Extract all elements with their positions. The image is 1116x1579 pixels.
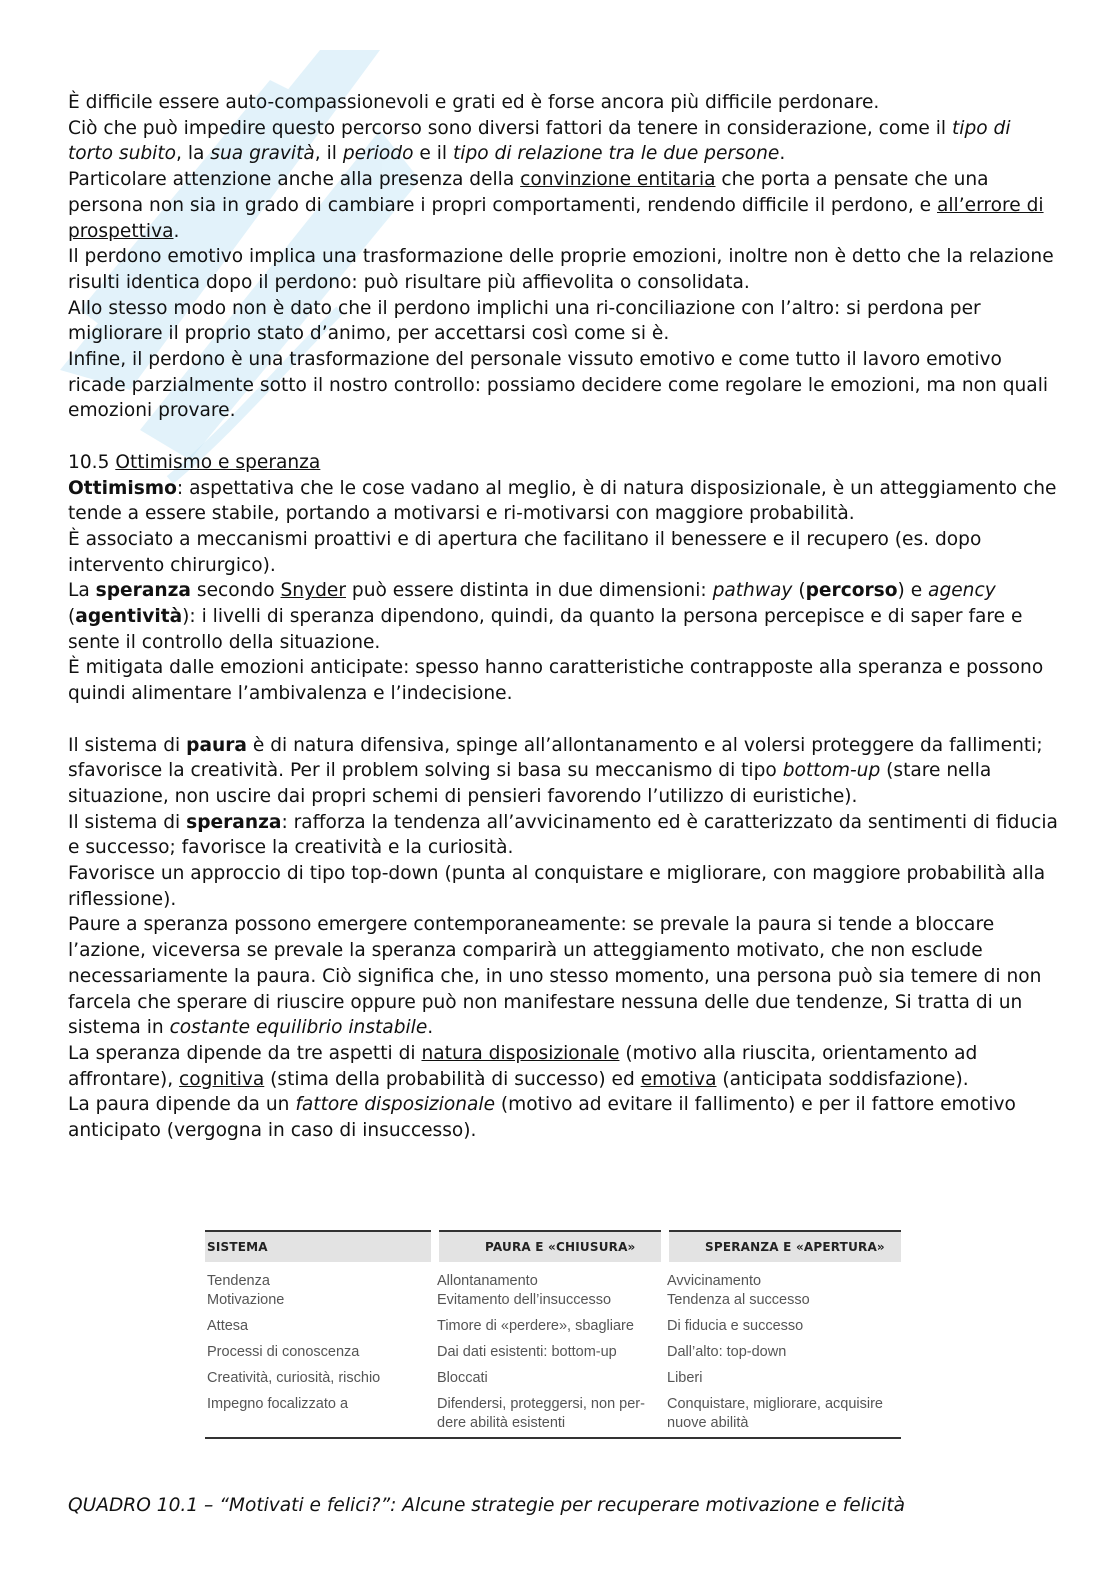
paragraph: Il sistema di speranza: rafforza la tendenza all’avvicinamento ed è caratterizzato da sentimenti di fiducia e successo; favorisce la creatività e la curiosità. — [68, 811, 1058, 859]
table-cell: Dai dati esistenti: bottom-up — [437, 1344, 617, 1360]
paragraph: Ciò che può impedire questo percorso sono diversi fattori da tenere in considerazione, come il tipo di torto subito, la sua gravità, il periodo e il tipo di relazione tra le due persone. — [68, 117, 1011, 165]
table-cell: Evitamento dell’insuccesso — [437, 1292, 612, 1308]
paragraph: La speranza secondo Snyder può essere distinta in due dimensioni: pathway (percorso) e agency (agentività): i livelli di speranza dipendono, quindi, da quanto la persona percepisce e di saper fare e sente il controllo della situazione. — [68, 580, 1023, 653]
table-cell: Impegno focalizzato a — [205, 1395, 435, 1438]
table-cell: Allontanamento — [437, 1273, 538, 1289]
table-cell: Attesa — [207, 1318, 249, 1334]
table-cell: Conquistare, migliorare, acquisire nuove abilità — [665, 1395, 901, 1438]
table-header-row — [205, 1231, 901, 1262]
table-cell: Difendersi, proteggersi, non per-dere abilità esistenti — [435, 1395, 665, 1438]
table-caption: QUADRO 10.1 – “Motivati e felici?”: Alcune strategie per recuperare motivazione e felicità — [68, 1494, 906, 1516]
table-cell: Avvicinamento — [667, 1273, 762, 1289]
paragraph: Infine, il perdono è una trasformazione del personale vissuto emotivo e come tutto il lavoro emotivo ricade parzialmente sotto il nostro controllo: possiamo decidere come regolare le emozioni, ma non quali emozioni provare. — [68, 349, 1049, 422]
table-cell: Tendenza al successo — [667, 1292, 810, 1308]
table-row — [205, 1317, 901, 1343]
table-header-cell: SISTEMA — [205, 1231, 435, 1262]
underlined-term: convinzione entitaria — [520, 169, 716, 191]
table-cell: Motivazione — [207, 1292, 285, 1308]
paragraph: Favorisce un approccio di tipo top-down (punta al conquistare e migliorare, con maggiore probabilità alla riflessione). — [68, 863, 1046, 910]
table-cell: Processi di conoscenza — [207, 1344, 360, 1360]
paragraph: Ottimismo: aspettativa che le cose vadano al meglio, è di natura disposizionale, è un atteggiamento che tende a essere stabile, portando a motivarsi e ri-motivarsi con maggiore probabilità. — [68, 477, 1057, 525]
paragraph: Particolare attenzione anche alla presenza della convinzione entitaria che porta a pensate che una persona non sia in grado di cambiare i propri comportamenti, rendendo difficile il perdono, e all’errore di prospettiva. — [68, 169, 1044, 242]
paragraph: È difficile essere auto-compassionevoli e grati ed è forse ancora più difficile perdonare. — [68, 92, 880, 113]
table-cell: Timore di «perdere», sbagliare — [437, 1318, 634, 1334]
table-header-cell: PAURA E «CHIUSURA» — [435, 1231, 665, 1262]
paragraph: La paura dipende da un fattore disposizionale (motivo ad evitare il fallimento) e per il fattore emotivo anticipato (vergogna in caso di insuccesso). — [68, 1094, 1016, 1142]
table-cell: Di fiducia e successo — [667, 1318, 804, 1334]
table-cell: Liberi — [667, 1370, 703, 1386]
paragraph: Allo stesso modo non è dato che il perdono implichi una ri-conciliazione con l’altro: si perdona per migliorare il proprio stato d’animo, per accettarsi così come si è. — [68, 297, 981, 345]
table-row — [205, 1369, 901, 1395]
paragraph: Il perdono emotivo implica una trasformazione delle proprie emozioni, inoltre non è detto che la relazione risulti identica dopo il perdono: può risultare più affievolita o consolidata. — [68, 246, 1054, 293]
table-row — [205, 1343, 901, 1369]
table-row — [205, 1291, 901, 1317]
table-row — [205, 1395, 901, 1438]
table-header-cell: SPERANZA E «APERTURA» — [665, 1231, 901, 1262]
document-body — [68, 90, 1058, 1144]
paragraph: È mitigata dalle emozioni anticipate: spesso hanno caratteristiche contrapposte alla speranza e possono quindi alimentare l’ambivalenza e l’indecisione. — [68, 657, 1044, 705]
table-cell: Creatività, curiosità, rischio — [207, 1370, 381, 1386]
table-row — [205, 1262, 901, 1291]
table-cell: Tendenza — [207, 1273, 270, 1289]
paragraph: Il sistema di paura è di natura difensiva, spinge all’allontanamento e al volersi proteggere da fallimenti; sfavorisce la creatività. Per il problem solving si basa su meccanismo di tipo bottom-up (stare nella situazione, non uscire dai propri schemi di pensieri favorendo l’utilizzo di euristiche). — [68, 734, 1043, 807]
comparison-table — [205, 1230, 901, 1446]
underlined-term: all’errore di prospettiva — [68, 194, 1044, 242]
section-heading: 10.5 Ottimismo e speranza — [68, 451, 321, 473]
table-cell: Dall’alto: top-down — [667, 1344, 787, 1360]
table-cell: Bloccati — [437, 1370, 488, 1386]
paragraph: Paure a speranza possono emergere contemporaneamente: se prevale la paura si tende a bloccare l’azione, viceversa se prevale la speranza comparirà un atteggiamento motivato, che non esclude necessariamente la paura. Ciò significa che, in uno stesso momento, una persona può sia temere di non farcela che sperare di riuscire oppure può non manifestare nessuna delle due tendenze, Si tratta di un sistema in costante equilibrio instabile. — [68, 914, 1042, 1039]
paragraph: È associato a meccanismi proattivi e di apertura che facilitano il benessere e il recupero (es. dopo intervento chirurgico). — [68, 528, 982, 576]
paragraph: La speranza dipende da tre aspetti di natura disposizionale (motivo alla riuscita, orientamento ad affrontare), cognitiva (stima della probabilità di successo) ed emotiva (anticipata soddisfazione). — [68, 1042, 978, 1090]
